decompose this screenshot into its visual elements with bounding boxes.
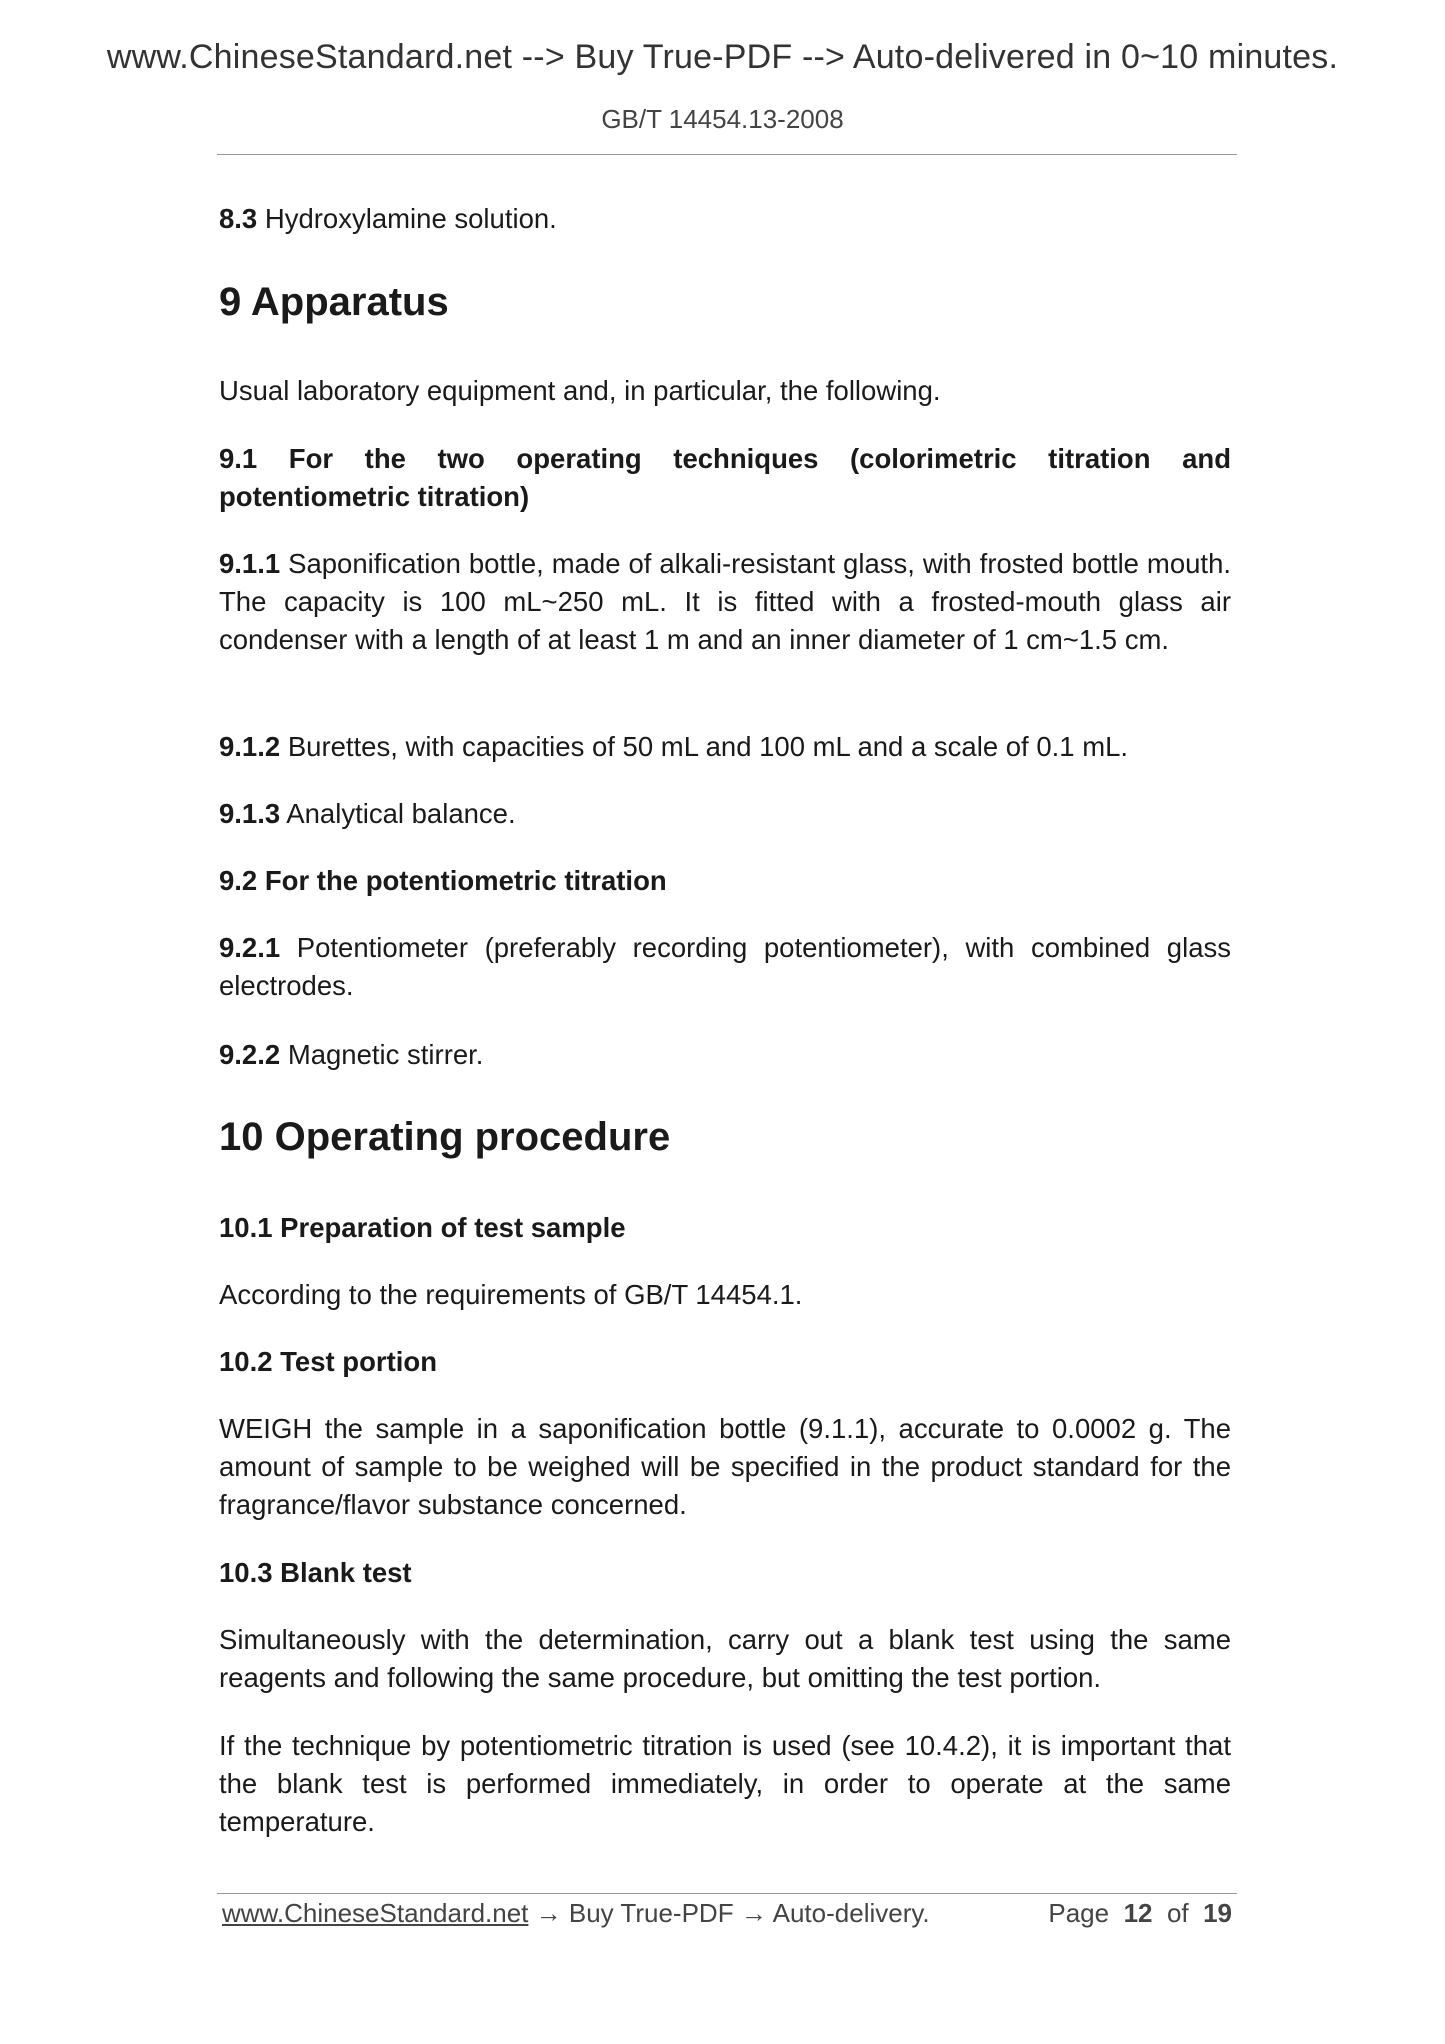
- section-10-heading: 10 Operating procedure: [219, 1115, 671, 1159]
- page-number: Page 12 of 19: [1048, 1898, 1232, 1928]
- arrow-right-icon: →: [535, 1898, 562, 1928]
- footer-site-link[interactable]: www.ChineseStandard.net: [222, 1898, 529, 1928]
- clause-10-3-text-a: Simultaneously with the determination, carry out a blank test using the same reagents and following the same procedure, but omitting the test portion.: [219, 1624, 1231, 1693]
- clause-10-3-heading: 10.3 Blank test: [219, 1557, 412, 1588]
- clause-8-3: 8.3 Hydroxylamine solution.: [219, 203, 557, 234]
- footer-divider: [217, 1893, 1237, 1894]
- clause-9-2-1: 9.2.1 Potentiometer (preferably recording potentiometer), with combined glass electrodes.: [219, 932, 1231, 1001]
- footer-auto-text: Auto-delivery.: [772, 1898, 930, 1928]
- document-code: GB/T 14454.13-2008: [601, 104, 844, 134]
- clause-10-2-text: WEIGH the sample in a saponification bottle (9.1.1), accurate to 0.0002 g. The amount of sample to be weighed will be specified in the product standard for the fragrance/flavor substance concerned.: [219, 1413, 1231, 1520]
- page-footer: [222, 1898, 1232, 1929]
- current-page: 12: [1123, 1898, 1153, 1928]
- clause-9-2-2: 9.2.2 Magnetic stirrer.: [219, 1039, 484, 1070]
- clause-10-1-heading: 10.1 Preparation of test sample: [219, 1212, 626, 1243]
- clause-9-2-heading: 9.2 For the potentiometric titration: [219, 865, 667, 896]
- clause-9-1-1: 9.1.1 Saponification bottle, made of alkali-resistant glass, with frosted bottle mouth. The capacity is 100 mL~250 mL. It is fitted with a frosted-mouth glass air condenser with a length of at least 1 m and an inner diameter of 1 cm~1.5 cm.: [219, 548, 1231, 655]
- footer-buy-text: Buy True-PDF: [568, 1898, 734, 1928]
- footer-left: [222, 1898, 930, 1929]
- clause-10-3-text-b: If the technique by potentiometric titration is used (see 10.4.2), it is important that the blank test is performed immediately, in order to operate at the same temperature.: [219, 1730, 1231, 1837]
- section-9-intro: Usual laboratory equipment and, in particular, the following.: [219, 375, 941, 406]
- header-divider: [217, 154, 1237, 155]
- top-banner: www.ChineseStandard.net --> Buy True-PDF --> Auto-delivered in 0~10 minutes.: [106, 38, 1339, 76]
- clause-9-1-3: 9.1.3 Analytical balance.: [219, 798, 516, 829]
- arrow-right-icon: →: [740, 1898, 767, 1928]
- total-pages: 19: [1203, 1898, 1232, 1928]
- clause-10-1-text: According to the requirements of GB/T 14454.1.: [219, 1279, 803, 1310]
- clause-9-1-heading: 9.1 For the two operating techniques (colorimetric titration and potentiometric titration): [219, 443, 1231, 512]
- clause-10-2-heading: 10.2 Test portion: [219, 1346, 437, 1377]
- clause-9-1-2: 9.1.2 Burettes, with capacities of 50 mL and 100 mL and a scale of 0.1 mL.: [219, 731, 1129, 762]
- section-9-heading: 9 Apparatus: [219, 280, 449, 324]
